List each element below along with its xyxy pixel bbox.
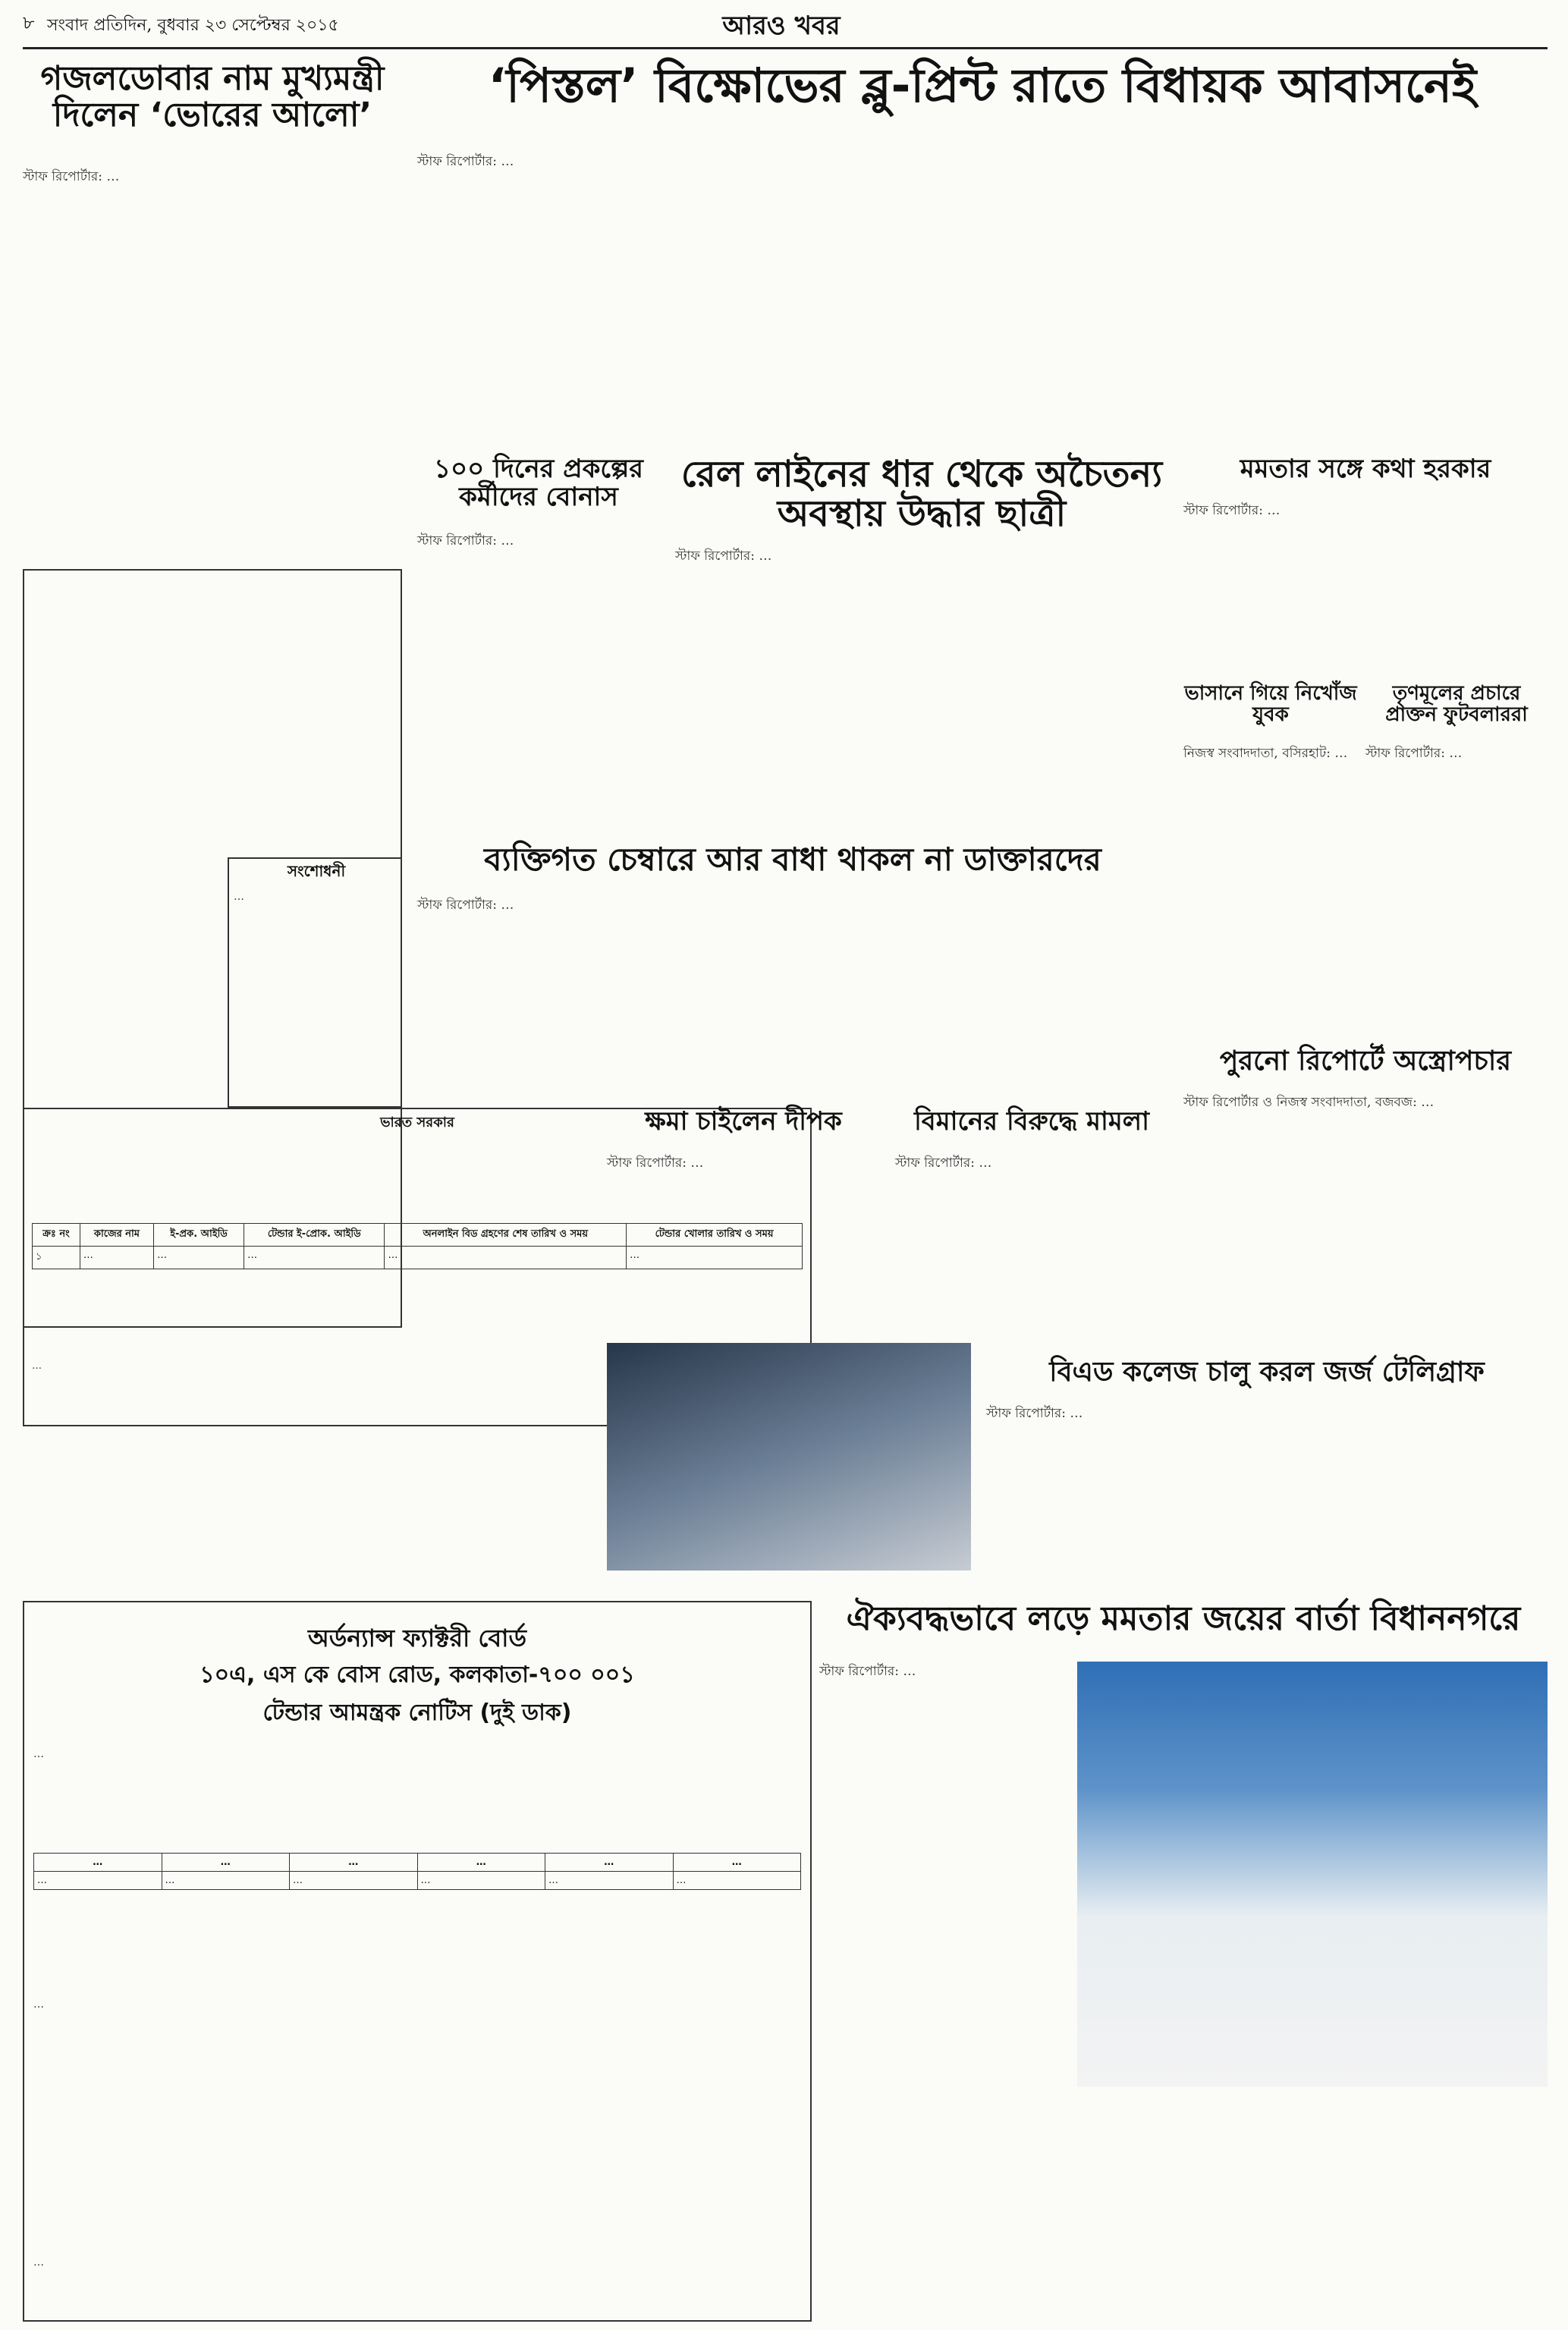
story-headline: ব্যক্তিগত চেম্বারে আর বাধা থাকল না ডাক্তারদের bbox=[484, 841, 1101, 878]
story-body: স্টাফ রিপোর্টার: … bbox=[819, 1664, 916, 1679]
table-header: ই-প্রক. আইডি bbox=[154, 1224, 244, 1247]
ad-address: ১০এ, এস কে বোস রোড, কলকাতা-৭০০ ০০১ bbox=[200, 1662, 635, 1688]
story-body: স্টাফ রিপোর্টার: … bbox=[986, 1406, 1083, 1421]
table-cell: … bbox=[244, 1247, 385, 1269]
story-headline: ভাসানে গিয়ে নিখোঁজ যুবক bbox=[1184, 682, 1357, 727]
story-headline: ‘পিস্তল’ বিক্ষোভের ব্লু-প্রিন্ট রাতে বিধায়ক আবাসনেই bbox=[488, 58, 1477, 113]
story-headline: গজলডোবার নাম মুখ্যমন্ত্রী দিলেন ‘ভোরের আলো’ bbox=[40, 59, 385, 134]
book-launch-photo bbox=[607, 1343, 971, 1571]
table-cell: ১ bbox=[33, 1247, 80, 1269]
story-headline: রেল লাইনের ধার থেকে অচৈতন্য অবস্থায় উদ্ধার ছাত্রী bbox=[680, 453, 1163, 535]
table-cell: … bbox=[162, 1872, 290, 1890]
table-header: … bbox=[162, 1854, 290, 1872]
table-cell: … bbox=[154, 1247, 244, 1269]
masthead-rule bbox=[23, 47, 1548, 49]
ad-intro: … bbox=[33, 1748, 44, 1760]
table-header: কাজের নাম bbox=[80, 1224, 153, 1247]
story-body: স্টাফ রিপোর্টার: … bbox=[1183, 503, 1280, 518]
story-headline: ১০০ দিনের প্রকল্পের কর্মীদের বোনাস bbox=[434, 454, 643, 512]
ad-body: … bbox=[234, 891, 244, 903]
correction-ad bbox=[228, 857, 402, 1108]
ad-footer: … bbox=[33, 2256, 44, 2269]
table-header: ক্রঃ নং bbox=[33, 1224, 80, 1247]
table-header: টেন্ডার খোলার তারিখ ও সময় bbox=[627, 1224, 803, 1247]
story-headline: বিমানের বিরুদ্ধে মামলা bbox=[914, 1106, 1149, 1137]
ad-footer: … bbox=[32, 1360, 42, 1372]
ad-title: ভারত সরকার bbox=[380, 1115, 454, 1130]
story-headline: পুরনো রিপোর্টে অস্ত্রোপচার bbox=[1219, 1046, 1512, 1077]
story-body: স্টাফ রিপোর্টার: … bbox=[675, 549, 772, 564]
ad-notice: টেন্ডার আমন্ত্রক নোটিস (দুই ডাক) bbox=[262, 1700, 572, 1726]
story-body: স্টাফ রিপোর্টার ও নিজস্ব সংবাদদাতা, বজবজ: … bbox=[1183, 1095, 1434, 1110]
section-title: আরও খবর bbox=[722, 11, 841, 41]
tender-table bbox=[33, 1853, 801, 1890]
table-cell: … bbox=[417, 1872, 545, 1890]
table-cell: … bbox=[627, 1247, 803, 1269]
story-headline: বিএড কলেজ চালু করল জর্জ টেলিগ্রাফ bbox=[1049, 1357, 1485, 1388]
rally-photo bbox=[1077, 1662, 1548, 2086]
table-header: … bbox=[417, 1854, 545, 1872]
table-row bbox=[34, 1872, 801, 1890]
story-body: স্টাফ রিপোর্টার: … bbox=[607, 1156, 704, 1171]
story-body: স্টাফ রিপোর্টার: … bbox=[895, 1156, 992, 1171]
table-cell: … bbox=[673, 1872, 801, 1890]
table-cell: … bbox=[80, 1247, 153, 1269]
table-header: … bbox=[34, 1854, 162, 1872]
story-headline: ঐক্যবদ্ধভাবে লড়ে মমতার জয়ের বার্তা বিধাননগরে bbox=[846, 1599, 1521, 1638]
story-headline: তৃণমূলের প্রচারে প্রাক্তন ফুটবলাররা bbox=[1385, 682, 1528, 727]
table-cell: … bbox=[290, 1872, 418, 1890]
table-header: … bbox=[545, 1854, 674, 1872]
story-body: স্টাফ রিপোর্টার: … bbox=[417, 533, 514, 549]
story-body: স্টাফ রিপোর্টার: … bbox=[1365, 746, 1463, 761]
table-header: … bbox=[290, 1854, 418, 1872]
ad-notes: … bbox=[33, 1998, 44, 2011]
date-line: সংবাদ প্রতিদিন, বুধবার ২৩ সেপ্টেম্বর ২০১৫ bbox=[47, 16, 339, 35]
story-headline: ক্ষমা চাইলেন দীপক bbox=[645, 1106, 842, 1137]
story-headline: মমতার সঙ্গে কথা হরকার bbox=[1240, 454, 1491, 484]
story-body: স্টাফ রিপোর্টার: … bbox=[23, 169, 120, 184]
ordnance-factory-tender bbox=[23, 1601, 812, 2322]
table-cell: … bbox=[545, 1872, 674, 1890]
page-number: ৮ bbox=[23, 12, 35, 33]
ad-title: সংশোধনী bbox=[287, 862, 346, 880]
table-header: টেন্ডার ই-প্রোক. আইডি bbox=[244, 1224, 385, 1247]
ad-title: অর্ডন্যান্স ফ্যাক্টরী বোর্ড bbox=[307, 1624, 527, 1652]
table-header: অনলাইন বিড গ্রহণের শেষ তারিখ ও সময় bbox=[385, 1224, 627, 1247]
masthead bbox=[0, 0, 1568, 53]
table-cell: … bbox=[34, 1872, 162, 1890]
story-body: স্টাফ রিপোর্টার: … bbox=[417, 154, 514, 169]
table-cell: … bbox=[385, 1247, 627, 1269]
story-body: স্টাফ রিপোর্টার: … bbox=[417, 898, 514, 913]
story-body: নিজস্ব সংবাদদাতা, বসিরহাট: … bbox=[1183, 746, 1348, 761]
table-header: … bbox=[673, 1854, 801, 1872]
